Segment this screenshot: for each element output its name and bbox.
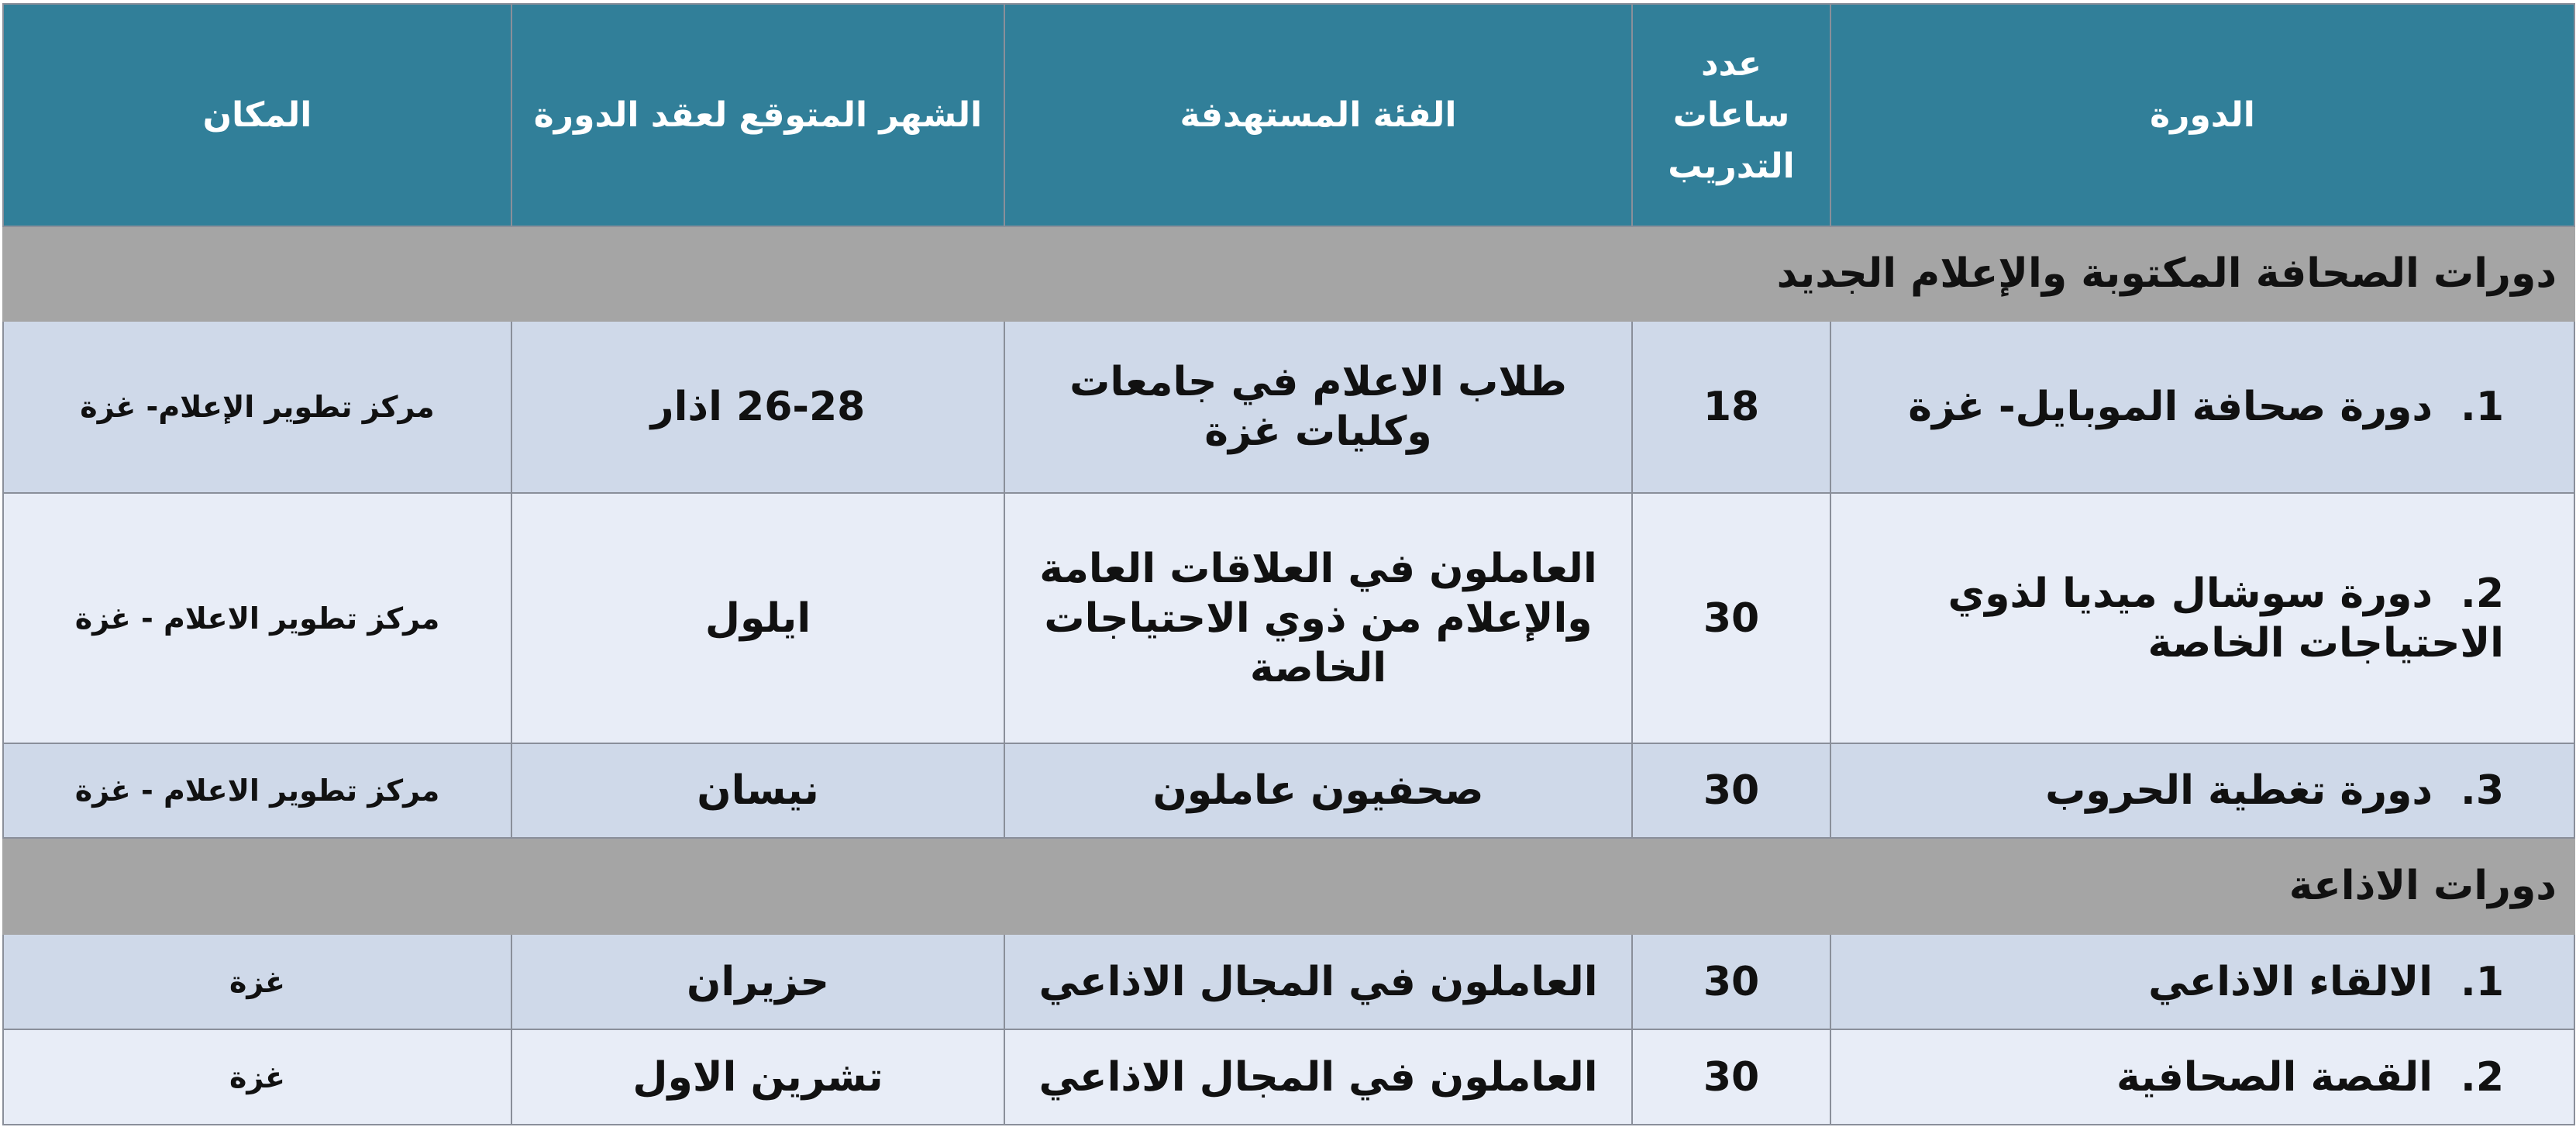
header-place: المكان — [3, 4, 511, 226]
course-name: دورة تغطية الحروب — [2045, 767, 2433, 814]
course-name: دورة صحافة الموبايل- غزة — [1908, 384, 2433, 430]
course-cell — [1830, 321, 2574, 493]
table-row — [3, 321, 2574, 493]
row-number: 1. — [2461, 384, 2504, 430]
hours-cell: 18 — [1632, 321, 1830, 493]
course-cell — [1830, 1029, 2574, 1125]
course-name: القصة الصحافية — [2116, 1053, 2433, 1101]
place-cell: غزة — [3, 934, 511, 1029]
course-cell — [1830, 934, 2574, 1029]
header-target: الفئة المستهدفة — [1004, 4, 1632, 226]
row-number: 2. — [2461, 570, 2504, 617]
section-title: دورات الاذاعة — [3, 838, 2574, 934]
row-number: 3. — [2461, 767, 2504, 814]
month-cell: تشرين الاول — [511, 1029, 1004, 1125]
hours-cell: 30 — [1632, 934, 1830, 1029]
header-row — [3, 4, 2574, 226]
hours-cell: 30 — [1632, 1029, 1830, 1125]
hours-cell: 30 — [1632, 743, 1830, 838]
header-course: الدورة — [1830, 4, 2574, 226]
section-title: دورات الصحافة المكتوبة والإعلام الجديد — [3, 226, 2574, 321]
month-cell: نيسان — [511, 743, 1004, 838]
course-name: الالقاء الاذاعي — [2148, 958, 2433, 1005]
table-row — [3, 1029, 2574, 1125]
courses-table — [2, 3, 2575, 1125]
target-cell: العاملون في المجال الاذاعي — [1004, 934, 1632, 1029]
course-cell — [1830, 743, 2574, 838]
section-row — [3, 226, 2574, 321]
course-cell — [1830, 493, 2574, 743]
table-row — [3, 493, 2574, 743]
month-cell: ايلول — [511, 493, 1004, 743]
month-cell: 26-28 اذار — [511, 321, 1004, 493]
table-row — [3, 934, 2574, 1029]
section-row — [3, 838, 2574, 934]
row-number: 2. — [2461, 1053, 2504, 1101]
place-cell: مركز تطوير الاعلام - غزة — [3, 493, 511, 743]
month-cell: حزيران — [511, 934, 1004, 1029]
table-row — [3, 743, 2574, 838]
place-cell: مركز تطوير الاعلام - غزة — [3, 743, 511, 838]
target-cell: العاملون في المجال الاذاعي — [1004, 1029, 1632, 1125]
hours-cell: 30 — [1632, 493, 1830, 743]
course-name: دورة سوشال ميديا لذوي الاحتياجات الخاصة — [1947, 570, 2504, 667]
header-hours: عدد ساعات التدريب — [1632, 4, 1830, 226]
row-number: 1. — [2461, 958, 2504, 1005]
place-cell: غزة — [3, 1029, 511, 1125]
target-cell: طلاب الاعلام في جامعات وكليات غزة — [1004, 321, 1632, 493]
header-month: الشهر المتوقع لعقد الدورة — [511, 4, 1004, 226]
place-cell: مركز تطوير الإعلام- غزة — [3, 321, 511, 493]
target-cell: العاملون في العلاقات العامة والإعلام من ذوي الاحتياجات الخاصة — [1004, 493, 1632, 743]
target-cell: صحفيون عاملون — [1004, 743, 1632, 838]
